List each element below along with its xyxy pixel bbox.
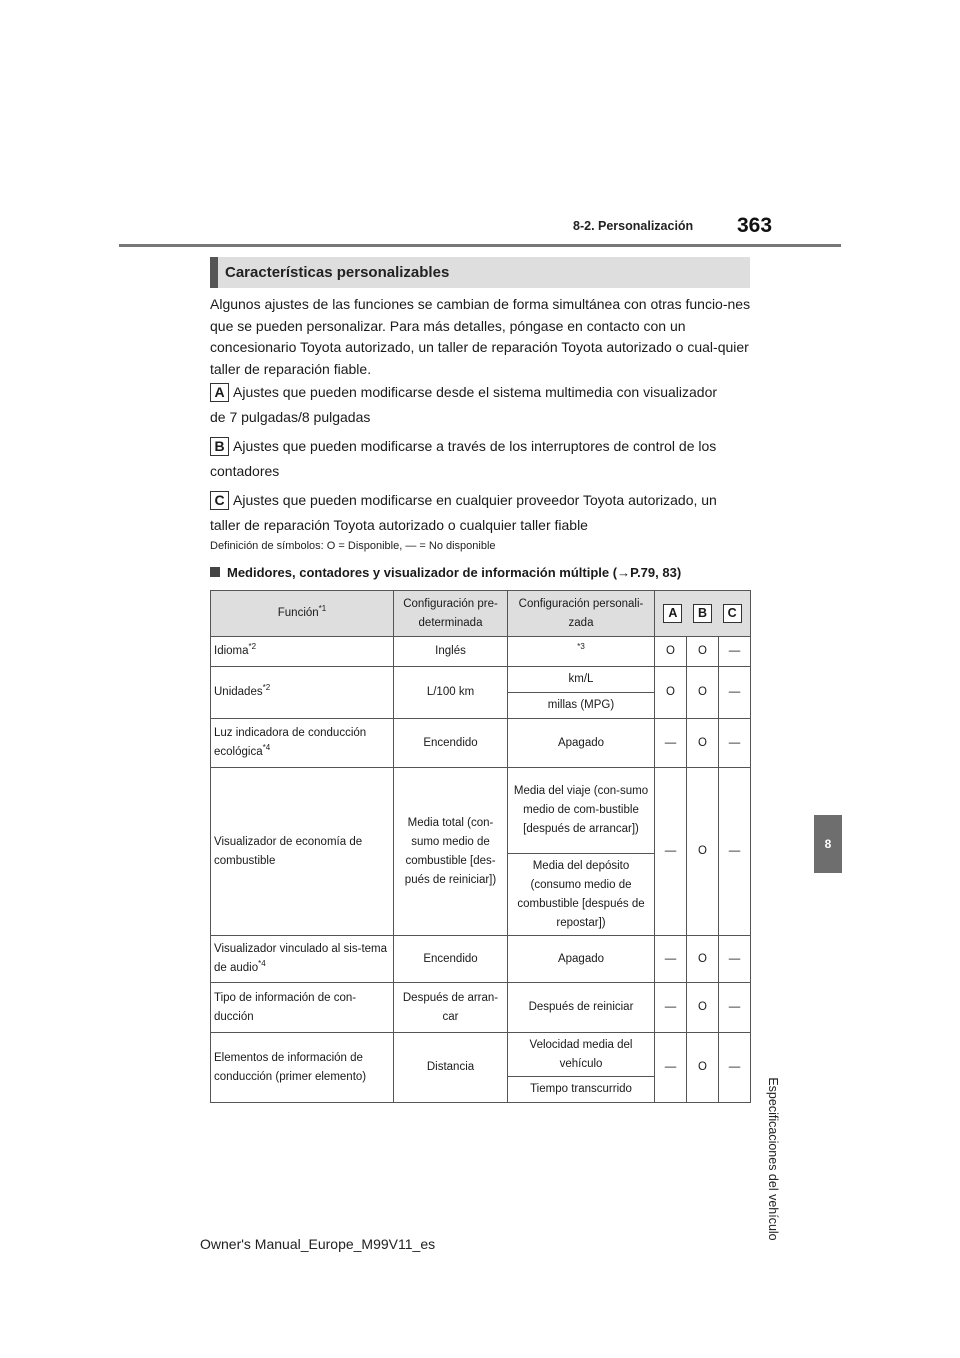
cell-a: — [655, 936, 687, 983]
cell-func: Visualizador de economía de combustible [211, 768, 394, 936]
cell-b: O [687, 1033, 719, 1103]
cell-default: Encendido [394, 936, 508, 983]
table-row [211, 936, 751, 983]
section-title [210, 257, 750, 288]
header-personalizada: Configuración personali-zada [508, 591, 655, 637]
cell-default: L/100 km [394, 667, 508, 719]
table-row [211, 768, 751, 854]
table-header-row [211, 591, 751, 637]
section-header: 8-2. Personalización [573, 219, 694, 233]
cell-a: O [655, 667, 687, 719]
cell-func: Luz indicadora de conducción ecológica$^{*4}$ [211, 719, 394, 768]
cell-c: — [719, 719, 751, 768]
chapter-label: Especificaciones del vehículo [766, 1077, 780, 1241]
item-a-line2: de 7 pulgadas/8 pulgadas [210, 409, 371, 425]
cell-b: O [687, 983, 719, 1033]
cell-func: Idioma$^{*2}$ [211, 637, 394, 667]
settings-table [210, 590, 751, 1103]
cell-func: Elementos de información de conducción (primer elemento) [211, 1033, 394, 1103]
cell-default: Encendido [394, 719, 508, 768]
header-abc [655, 591, 751, 637]
square-bullet-icon [210, 567, 220, 577]
item-b-line2: contadores [210, 463, 280, 479]
cell-func: Visualizador vinculado al sis-tema de audio$^{*4}$ [211, 936, 394, 983]
cell-c: — [719, 936, 751, 983]
chapter-tab: 8 [814, 815, 842, 873]
cell-custom: Velocidad media del vehículo [508, 1033, 655, 1077]
cell-c: — [719, 768, 751, 936]
page-number: 363 [737, 214, 773, 237]
cell-c: — [719, 1033, 751, 1103]
table-row [211, 983, 751, 1033]
table-row [211, 1033, 751, 1077]
cell-custom: Media del depósito (consumo medio de combustible [después de repostar]) [508, 854, 655, 936]
cell-a: O [655, 637, 687, 667]
cell-c: — [719, 637, 751, 667]
cell-b: O [687, 936, 719, 983]
cell-default: Inglés [394, 637, 508, 667]
item-b-line1: Ajustes que pueden modificarse a través de los interruptores de control de los [233, 438, 717, 454]
section-title-text: Características personalizables [225, 264, 450, 281]
item-c-line1: Ajustes que pueden modificarse en cualquier proveedor Toyota autorizado, un [233, 492, 717, 508]
cell-custom: *3 [508, 637, 655, 667]
cell-a: — [655, 1033, 687, 1103]
header-b-badge: B [693, 604, 712, 623]
cell-a: — [655, 719, 687, 768]
header-funcion: Función$^{*1}$ [211, 591, 394, 637]
subheading-text: Medidores, contadores y visualizador de información múltiple (→P.79, 83) [227, 565, 682, 580]
cell-b: O [687, 637, 719, 667]
header-c-badge: C [723, 604, 742, 623]
letter-c-badge: C [210, 491, 229, 510]
footer-text: Owner's Manual_Europe_M99V11_es [200, 1236, 436, 1252]
symbol-definitions: Definición de símbolos: O = Disponible, — = No disponible [210, 540, 496, 552]
cell-custom: Tiempo transcurrido [508, 1077, 655, 1103]
table-row [211, 719, 751, 768]
letter-a-badge: A [210, 383, 229, 402]
item-a-line1: Ajustes que pueden modificarse desde el sistema multimedia con visualizador [233, 384, 718, 400]
cell-a: — [655, 768, 687, 936]
table-row [211, 667, 751, 693]
cell-custom: Después de reiniciar [508, 983, 655, 1033]
cell-default: Después de arran-car [394, 983, 508, 1033]
header-predeterminada: Configuración pre-determinada [394, 591, 508, 637]
cell-func: Tipo de información de con-ducción [211, 983, 394, 1033]
cell-b: O [687, 768, 719, 936]
cell-custom: Apagado [508, 719, 655, 768]
cell-a: — [655, 983, 687, 1033]
table-row [211, 637, 751, 667]
cell-default: Distancia [394, 1033, 508, 1103]
letter-b-badge: B [210, 437, 229, 456]
cell-b: O [687, 719, 719, 768]
header-rule [119, 244, 841, 247]
intro-paragraph: Algunos ajustes de las funciones se cambian de forma simultánea con otras funcio-nes que se pueden personalizar. Para más detalles, póngase en contacto con un concesionario Toyota autorizado, un taller de reparación Toyota autorizado o cual-quier taller de reparación fiable. [210, 296, 751, 377]
cell-custom: millas (MPG) [508, 693, 655, 719]
cell-func: Unidades$^{*2}$ [211, 667, 394, 719]
cell-b: O [687, 667, 719, 719]
cell-c: — [719, 983, 751, 1033]
item-c-line2: taller de reparación Toyota autorizado o cualquier taller fiable [210, 517, 588, 533]
cell-custom: Apagado [508, 936, 655, 983]
cell-c: — [719, 667, 751, 719]
cell-custom: km/L [508, 667, 655, 693]
header-a-badge: A [663, 604, 682, 623]
subheading [210, 565, 681, 580]
cell-default: Media total (con-sumo medio de combustible [des-pués de reiniciar]) [394, 768, 508, 936]
cell-custom: Media del viaje (con-sumo medio de com-bustible [después de arrancar]) [508, 768, 655, 854]
